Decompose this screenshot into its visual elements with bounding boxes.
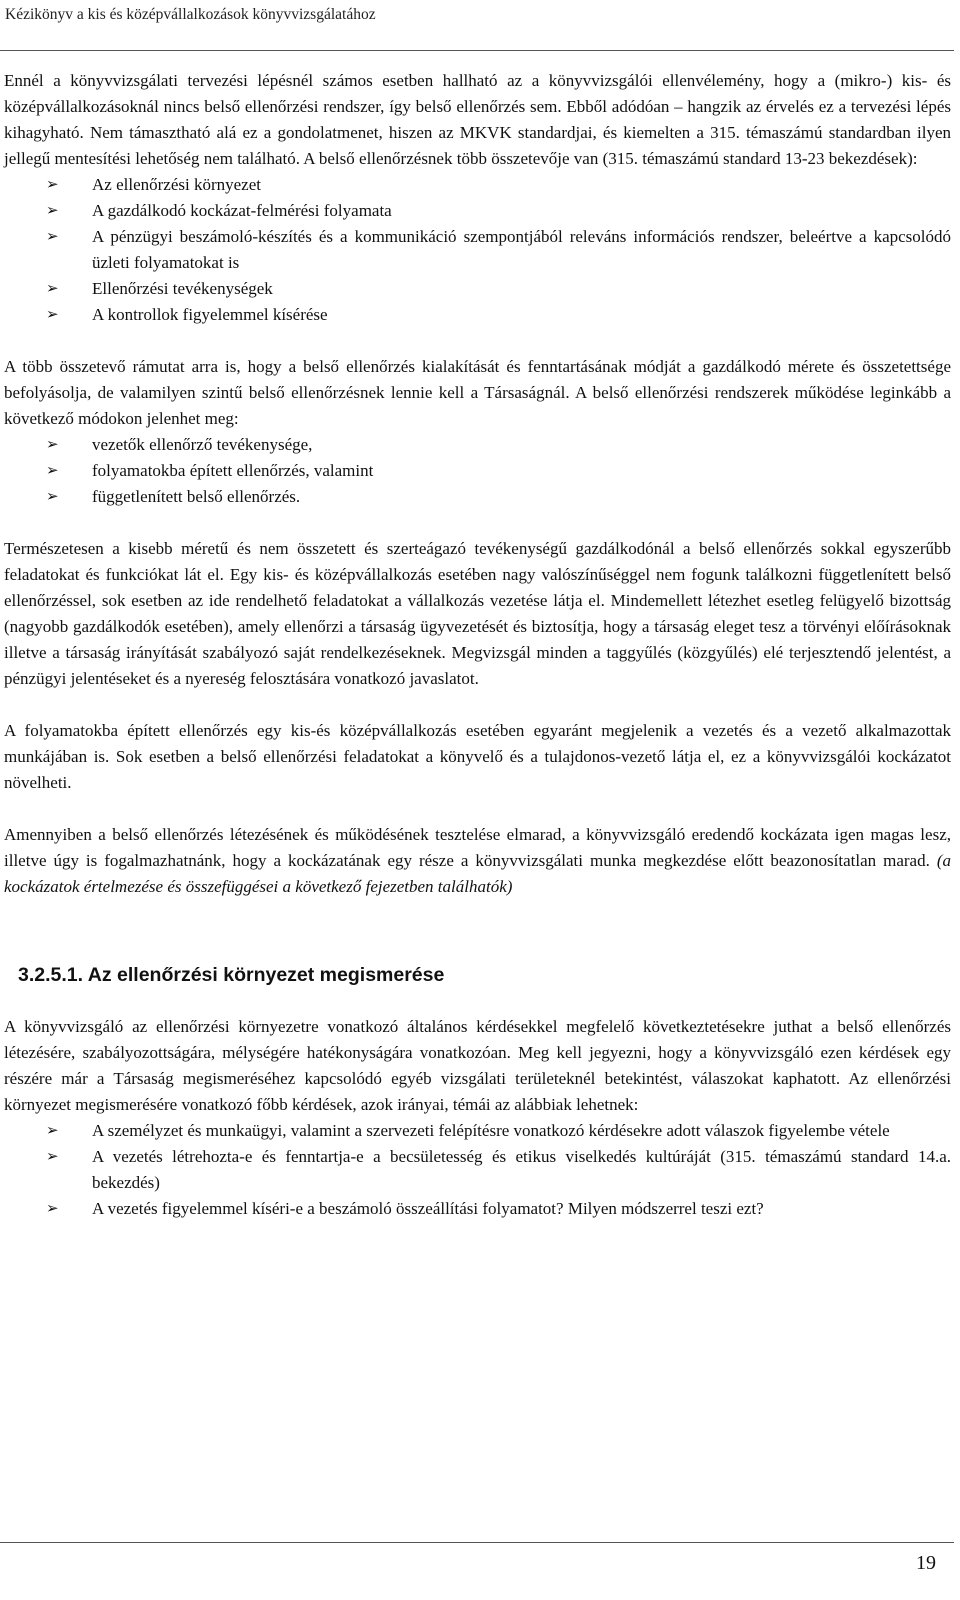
arrow-bullet-icon: ➢: [46, 307, 59, 323]
questions-list: [4, 1118, 951, 1222]
embedded-control-paragraph: A folyamatokba épített ellenőrzés egy kis-és középvállalkozás esetében egyaránt megjelenik a vezetés és a vezető alkalmazottak munkájában is. Sok esetben a belső ellenőrzési feladatokat a könyvelő és a tulajdonos-vezető látja el, ez a könyvvizsgálói kockázatot növelheti.: [4, 721, 951, 792]
page-number: 19: [916, 1552, 936, 1574]
list-item: ➢ A gazdálkodó kockázat-felmérési folyamata: [4, 198, 951, 224]
arrow-bullet-icon: ➢: [46, 203, 59, 219]
list-item: ➢ vezetők ellenőrző tevékenysége,: [4, 432, 951, 458]
list-item: ➢ Az ellenőrzési környezet: [4, 172, 951, 198]
intro-paragraph: Ennél a könyvvizsgálati tervezési lépésnél számos esetben hallható az a könyvvizsgálói ellenvélemény, hogy a (mikro-) kis- és középvállalkozásoknál nincs belső ellenőrzési rendszer, így belső ellenőrzés sem. Ebből adódóan – hangzik az érvelés ez a tervezési lépés kihagyható. Nem támasztható alá ez a gondolatmenet, hiszen az MKVK standardjai, és kiemelten a 315. témaszámú standardban ilyen jellegű mentesítési lehetőség nem található. A belső ellenőrzésnek több összetevője van (315. témaszámú standard 13-23 bekezdések):: [4, 71, 951, 168]
risk-note: (a kockázatok értelmezése és összefüggései a következő fejezetben találhatók): [4, 851, 951, 896]
arrow-bullet-icon: ➢: [46, 1201, 59, 1217]
modes-list: [4, 432, 951, 510]
list-item: ➢ A személyzet és munkaügyi, valamint a szervezeti felépítésre vonatkozó kérdésekre adott válaszok figyelembe vétele: [4, 1118, 951, 1144]
list-item: ➢ Ellenőrzési tevékenységek: [4, 276, 951, 302]
footer-rule: [0, 1542, 954, 1543]
list-item: ➢ folyamatokba épített ellenőrzés, valamint: [4, 458, 951, 484]
arrow-bullet-icon: ➢: [46, 177, 59, 193]
arrow-bullet-icon: ➢: [46, 1123, 59, 1139]
list-item: ➢ A pénzügyi beszámoló-készítés és a kommunikáció szempontjából releváns információs rendszer, beleértve a kapcsolódó üzleti folyamatokat is: [4, 224, 951, 276]
header-rule: [0, 50, 954, 51]
running-header: Kézikönyv a kis és középvállalkozások könyvvizsgálatához: [5, 6, 376, 23]
list-item: ➢ A vezetés figyelemmel kíséri-e a beszámoló összeállítási folyamatot? Milyen módszerrel teszi ezt?: [4, 1196, 951, 1222]
arrow-bullet-icon: ➢: [46, 281, 59, 297]
small-business-paragraph: Természetesen a kisebb méretű és nem összetett és szerteágazó tevékenységű gazdálkodónál a belső ellenőrzés sokkal egyszerűbb feladatokat és funkciókat lát el. Egy kis- és középvállalkozás esetében nagy valószínűséggel nem fogunk találkozni függetlenített belső ellenőrzéssel, sok esetben az ide rendelhető feladatokat a vállalkozás vezetése látja el. Mindemellett létezhet esetleg felügyelő bizottság (nagyobb gazdálkodók esetében), amely ellenőrzi a társaság ügyvezetését és biztosítja, hogy a társaság eleget tesz a törvényi előírásoknak illetve a társaság irányítását szabályozó saját rendelkezéseknek. Megvizsgál minden a taggyűlés (közgyűlés) elé terjesztendő jelentést, a pénzügyi jelentéseket és a nyereség felosztására vonatkozó javaslatot.: [4, 539, 951, 688]
arrow-bullet-icon: ➢: [46, 1149, 59, 1165]
list-item: ➢ A kontrollok figyelemmel kísérése: [4, 302, 951, 328]
components-paragraph: A több összetevő rámutat arra is, hogy a belső ellenőrzés kialakítását és fenntartásának módját a gazdálkodó mérete és összetettsége befolyásolja, de valamilyen szintű belső ellenőrzésnek lennie kell a Társaságnál. A belső ellenőrzési rendszerek működése leginkább a következő módokon jelenhet meg:: [4, 357, 951, 428]
section-heading: 3.2.5.1. Az ellenőrzési környezet megismerése: [18, 964, 445, 986]
list-item: ➢ függetlenített belső ellenőrzés.: [4, 484, 951, 510]
document-body: [4, 68, 951, 1222]
control-environment-paragraph: A könyvvizsgáló az ellenőrzési környezetre vonatkozó általános kérdésekkel megfelelő következtetésekre juthat a belső ellenőrzés létezésére, szabályozottságára, mélységére hatékonyságára vonatkozóan. Meg kell jegyezni, hogy a könyvvizsgáló ezen kérdések egy részére már a Társaság megismeréséhez kapcsolódó egyéb vizsgálati területeknél betekintést, válaszokat kaphatott. Az ellenőrzési környezet megismerésére vonatkozó főbb kérdések, azok irányai, témái az alábbiak lehetnek:: [4, 1017, 951, 1114]
list-item: ➢ A vezetés létrehozta-e és fenntartja-e a becsületesség és etikus viselkedés kultúráját (315. témaszámú standard 14.a. bekezdés): [4, 1144, 951, 1196]
arrow-bullet-icon: ➢: [46, 489, 59, 505]
arrow-bullet-icon: ➢: [46, 437, 59, 453]
arrow-bullet-icon: ➢: [46, 229, 59, 245]
components-list: [4, 172, 951, 328]
risk-paragraph: Amennyiben a belső ellenőrzés létezésének és működésének tesztelése elmarad, a könyvvizsgáló eredendő kockázata igen magas lesz, illetve úgy is fogalmazhatnánk, hogy a kockázatának egy része a könyvvizsgálati munka megkezdése előtt beazonosítatlan marad. (a kockázatok értelmezése és összefüggései a következő fejezetben találhatók): [4, 825, 951, 896]
arrow-bullet-icon: ➢: [46, 463, 59, 479]
